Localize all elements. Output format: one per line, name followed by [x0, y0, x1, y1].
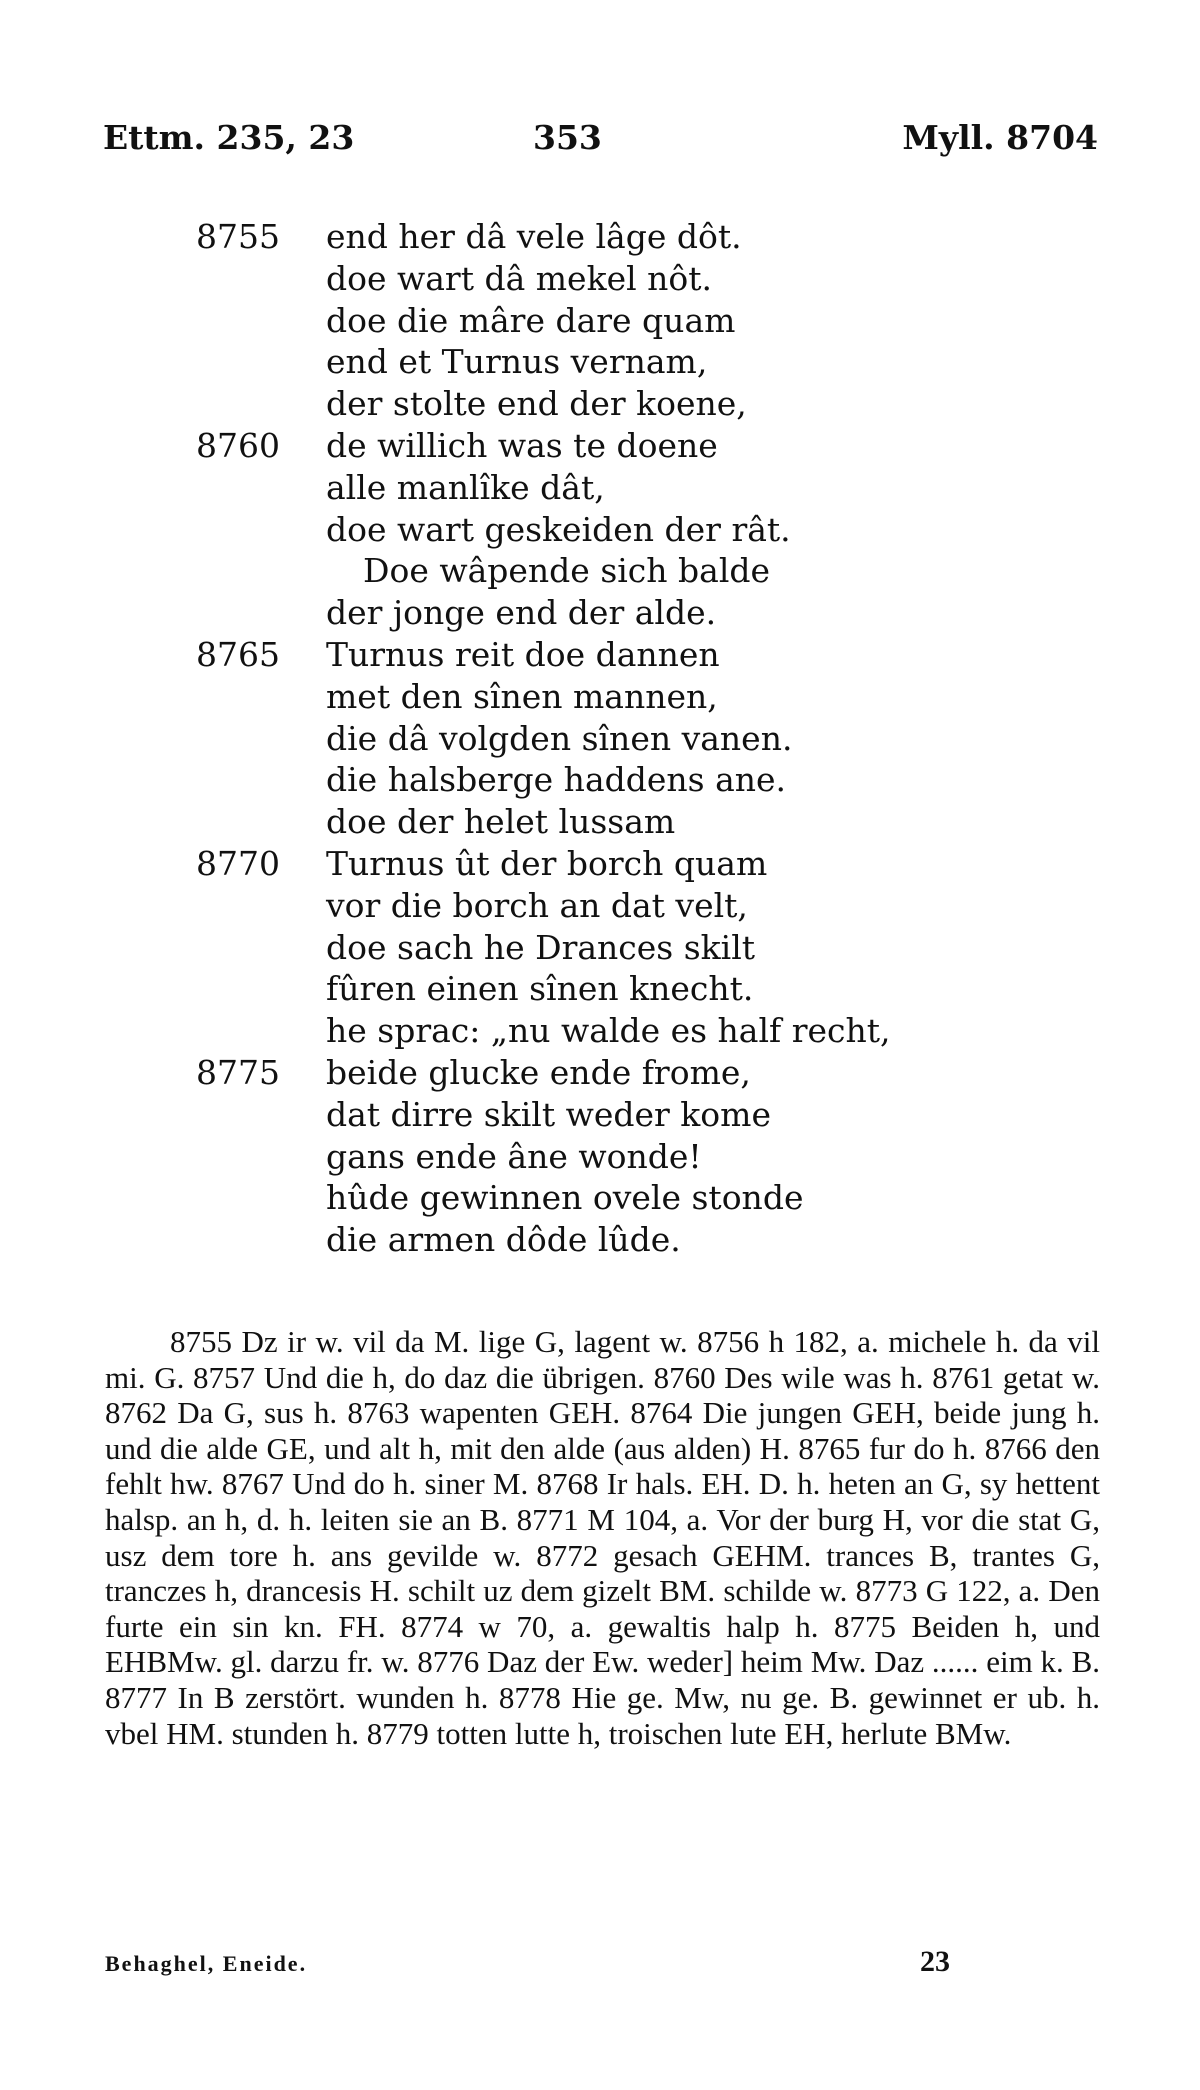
verse-line-text: met den sînen mannen, — [326, 676, 718, 716]
verse-line-text: die halsberge haddens ane. — [326, 760, 787, 800]
verse-line — [0, 676, 1200, 718]
verse-line-text: end her dâ vele lâge dôt. — [326, 217, 742, 256]
verse-line-text: der jonge end der alde. — [326, 593, 717, 633]
verse-line — [0, 927, 1200, 969]
verse-line — [0, 1094, 1200, 1136]
verse-line — [0, 1177, 1200, 1219]
verse-line-text: Turnus ût der borch quam — [326, 843, 768, 883]
verse-line — [0, 968, 1200, 1010]
verse-number: 8770 — [196, 843, 280, 883]
verse-line — [0, 634, 1200, 676]
verse-line — [0, 550, 1200, 592]
verse-line-text: vor die borch an dat velt, — [326, 885, 748, 925]
apparatus-text: 8755 Dz ir w. vil da M. lige G, lagent w. 8756 h 182, a. michele h. da vil mi. G. 8757 Und die h, do daz die übrigen. 8760 Des wile was h. 8761 getat w. 8762 Da G, sus h. 8763 wapenten GEH. 8764 Die jungen GEH, beide jung h. und die alde GE, und alt h, mit den alde (aus alden) H. 8765 fur do h. 8766 den fehlt hw. 8767 Und do h. siner M. 8768 Ir hals. EH. D. h. heten an G, sy hettent halsp. an h, d. h. leiten sie an B. 8771 M 104, a. Vor der burg H, vor die stat G, usz dem tore h. ans gevilde w. 8772 gesach GEHM. trances B, trantes G, tranczes h, drancesis H. schilt uz dem gizelt BM. schilde w. 8773 G 122, a. Den furte ein sin kn. FH. 8774 w 70, a. gewaltis halp h. 8775 Beiden h, und EHBMw. gl. darzu fr. w. 8776 Daz der Ew. weder] heim Mw. Daz ...... eim k. B. 8777 In B zerstört. wunden h. 8778 Hie ge. Mw, nu ge. B. gewinnet er ub. h. vbel HM. stunden h. 8779 totten lutte h, troischen lute EH, herlute BMw. — [105, 1324, 1100, 1751]
verse-line-text: die dâ volgden sînen vanen. — [326, 718, 793, 758]
verse-line — [0, 1052, 1200, 1094]
verse-line-text: end et Turnus vernam, — [326, 342, 708, 382]
verse-line-text: he sprac: „nu walde es half recht, — [326, 1011, 891, 1051]
verse-line — [0, 592, 1200, 634]
verse-line-text: gans ende âne wonde! — [326, 1136, 702, 1176]
verse-line-text: die armen dôde lûde. — [326, 1220, 681, 1260]
critical-apparatus — [105, 1324, 1100, 1751]
verse-line-text: Doe wâpende sich balde — [363, 551, 771, 591]
verse-number: 8775 — [196, 1052, 280, 1092]
page-footer — [105, 1945, 955, 1985]
running-header — [103, 118, 1098, 168]
verse-line-text: hûde gewinnen ovele stonde — [326, 1178, 804, 1218]
verse-line — [0, 801, 1200, 843]
verse-line — [0, 383, 1200, 425]
verse-line-text: doe wart geskeiden der rât. — [326, 509, 791, 549]
verse-line-text: beide glucke ende frome, — [326, 1052, 751, 1092]
verse-text — [0, 216, 1200, 1261]
verse-number: 8765 — [196, 634, 280, 674]
verse-line — [0, 718, 1200, 760]
verse-line-text: der stolte end der koene, — [326, 384, 747, 424]
verse-line — [0, 258, 1200, 300]
verse-line — [0, 1010, 1200, 1052]
header-reference-myller: Myll. 8704 — [902, 118, 1098, 157]
verse-line — [0, 843, 1200, 885]
page-number: 353 — [533, 118, 602, 157]
verse-line — [0, 467, 1200, 509]
verse-line-text: doe der helet lussam — [326, 802, 676, 842]
verse-line-text: Turnus reit doe dannen — [326, 634, 720, 674]
verse-number: 8755 — [196, 217, 280, 256]
verse-line-text: de willich was te doene — [326, 425, 718, 465]
verse-line-text: alle manlîke dât, — [326, 467, 605, 507]
header-reference-ettmueller: Ettm. 235, 23 — [103, 118, 355, 157]
verse-line — [0, 1136, 1200, 1178]
verse-line — [0, 885, 1200, 927]
verse-line — [0, 509, 1200, 551]
verse-number: 8760 — [196, 425, 280, 465]
verse-line — [0, 216, 1200, 258]
verse-line-text: doe sach he Drances skilt — [326, 927, 756, 967]
verse-line — [0, 341, 1200, 383]
verse-line-text: fûren einen sînen knecht. — [326, 969, 754, 1009]
verse-line — [0, 1219, 1200, 1261]
verse-line-text: dat dirre skilt weder kome — [326, 1094, 771, 1134]
verse-line-text: doe die mâre dare quam — [326, 300, 736, 340]
sheet-number: 23 — [920, 1945, 950, 1978]
verse-line — [0, 759, 1200, 801]
verse-line — [0, 300, 1200, 342]
signature-line: Behaghel, Eneide. — [105, 1951, 308, 1976]
verse-line — [0, 425, 1200, 467]
verse-line-text: doe wart dâ mekel nôt. — [326, 258, 713, 298]
